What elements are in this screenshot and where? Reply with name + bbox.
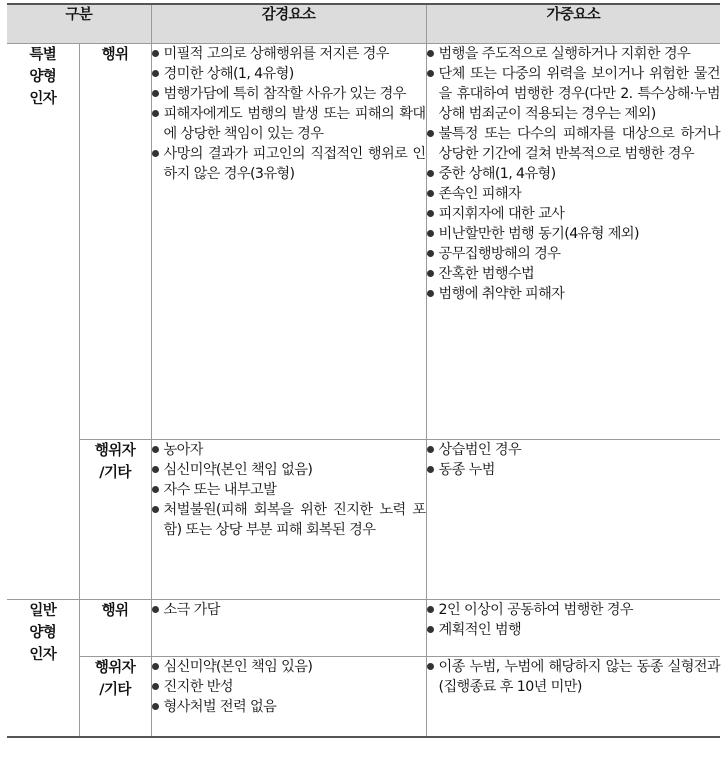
factor-item: 2인 이상이 공동하여 범행한 경우 <box>427 600 721 620</box>
special-actor-label: 행위자 /기타 <box>79 440 151 600</box>
special-actor-aggravating-cell <box>426 440 720 600</box>
factor-item: 공무집행방해의 경우 <box>427 244 721 264</box>
factor-item: 심신미약(본인 책임 있음) <box>152 657 426 677</box>
factor-item: 비난할만한 범행 동기(4유형 제외) <box>427 224 721 244</box>
header-category: 구분 <box>7 4 151 44</box>
factor-item: 범행에 취약한 피해자 <box>427 284 721 304</box>
general-actor-mitigating-cell <box>151 657 426 737</box>
general-act-label: 행위 <box>79 600 151 657</box>
general-act-aggravating-cell <box>426 600 720 657</box>
special-act-label: 행위 <box>79 44 151 440</box>
special-act-mitigating-cell <box>151 44 426 440</box>
general-factors-label: 일반 양형 인자 <box>7 600 79 737</box>
factor-item: 존속인 피해자 <box>427 184 721 204</box>
general-act-mitigating-list <box>152 600 426 620</box>
factor-item: 사망의 결과가 피고인의 직접적인 행위로 인하지 않은 경우(3유형) <box>152 144 426 184</box>
factor-item: 농아자 <box>152 440 426 460</box>
factor-item: 중한 상해(1, 4유형) <box>427 164 721 184</box>
sentencing-factors-table <box>7 3 720 738</box>
special-factors-label: 특별 양형 인자 <box>7 44 79 600</box>
special-actor-aggravating-list <box>427 440 721 480</box>
factor-item: 이종 누범, 누범에 해당하지 않는 동종 실형전과(집행종료 후 10년 미만) <box>427 657 721 697</box>
factor-item: 진지한 반성 <box>152 677 426 697</box>
general-actor-aggravating-cell <box>426 657 720 737</box>
special-act-mitigating-list <box>152 44 426 184</box>
factor-item: 소극 가담 <box>152 600 426 620</box>
factor-item: 자수 또는 내부고발 <box>152 480 426 500</box>
factor-item: 동종 누범 <box>427 460 721 480</box>
general-actor-aggravating-list <box>427 657 721 697</box>
header-aggravating: 가중요소 <box>426 4 720 44</box>
header-row <box>7 4 720 44</box>
general-act-row <box>7 600 720 657</box>
factor-item: 미필적 고의로 상해행위를 저지른 경우 <box>152 44 426 64</box>
general-actor-label: 행위자 /기타 <box>79 657 151 737</box>
factor-item: 범행을 주도적으로 실행하거나 지휘한 경우 <box>427 44 721 64</box>
factor-item: 잔혹한 범행수법 <box>427 264 721 284</box>
factor-item: 심신미약(본인 책임 없음) <box>152 460 426 480</box>
factor-item: 계획적인 범행 <box>427 620 721 640</box>
general-actor-row <box>7 657 720 737</box>
factor-item: 경미한 상해(1, 4유형) <box>152 64 426 84</box>
header-mitigating: 감경요소 <box>151 4 426 44</box>
general-actor-mitigating-list <box>152 657 426 717</box>
factor-item: 단체 또는 다중의 위력을 보이거나 위험한 물건을 휴대하여 범행한 경우(다만 2. 특수상해·누범상해 범죄군이 적용되는 경우는 제외) <box>427 64 721 124</box>
special-act-row <box>7 44 720 440</box>
general-act-aggravating-list <box>427 600 721 640</box>
factor-item: 피해자에게도 범행의 발생 또는 피해의 확대에 상당한 책임이 있는 경우 <box>152 104 426 144</box>
general-act-mitigating-cell <box>151 600 426 657</box>
factor-item: 형사처벌 전력 없음 <box>152 697 426 717</box>
factor-item: 불특정 또는 다수의 피해자를 대상으로 하거나 상당한 기간에 걸쳐 반복적으로 범행한 경우 <box>427 124 721 164</box>
special-actor-row <box>7 440 720 600</box>
factor-item: 범행가담에 특히 참작할 사유가 있는 경우 <box>152 84 426 104</box>
factor-item: 피지휘자에 대한 교사 <box>427 204 721 224</box>
factor-item: 처벌불원(피해 회복을 위한 진지한 노력 포함) 또는 상당 부분 피해 회복된 경우 <box>152 500 426 540</box>
special-actor-mitigating-cell <box>151 440 426 600</box>
special-actor-mitigating-list <box>152 440 426 540</box>
special-act-aggravating-list <box>427 44 721 304</box>
factor-item: 상습범인 경우 <box>427 440 721 460</box>
special-act-aggravating-cell <box>426 44 720 440</box>
